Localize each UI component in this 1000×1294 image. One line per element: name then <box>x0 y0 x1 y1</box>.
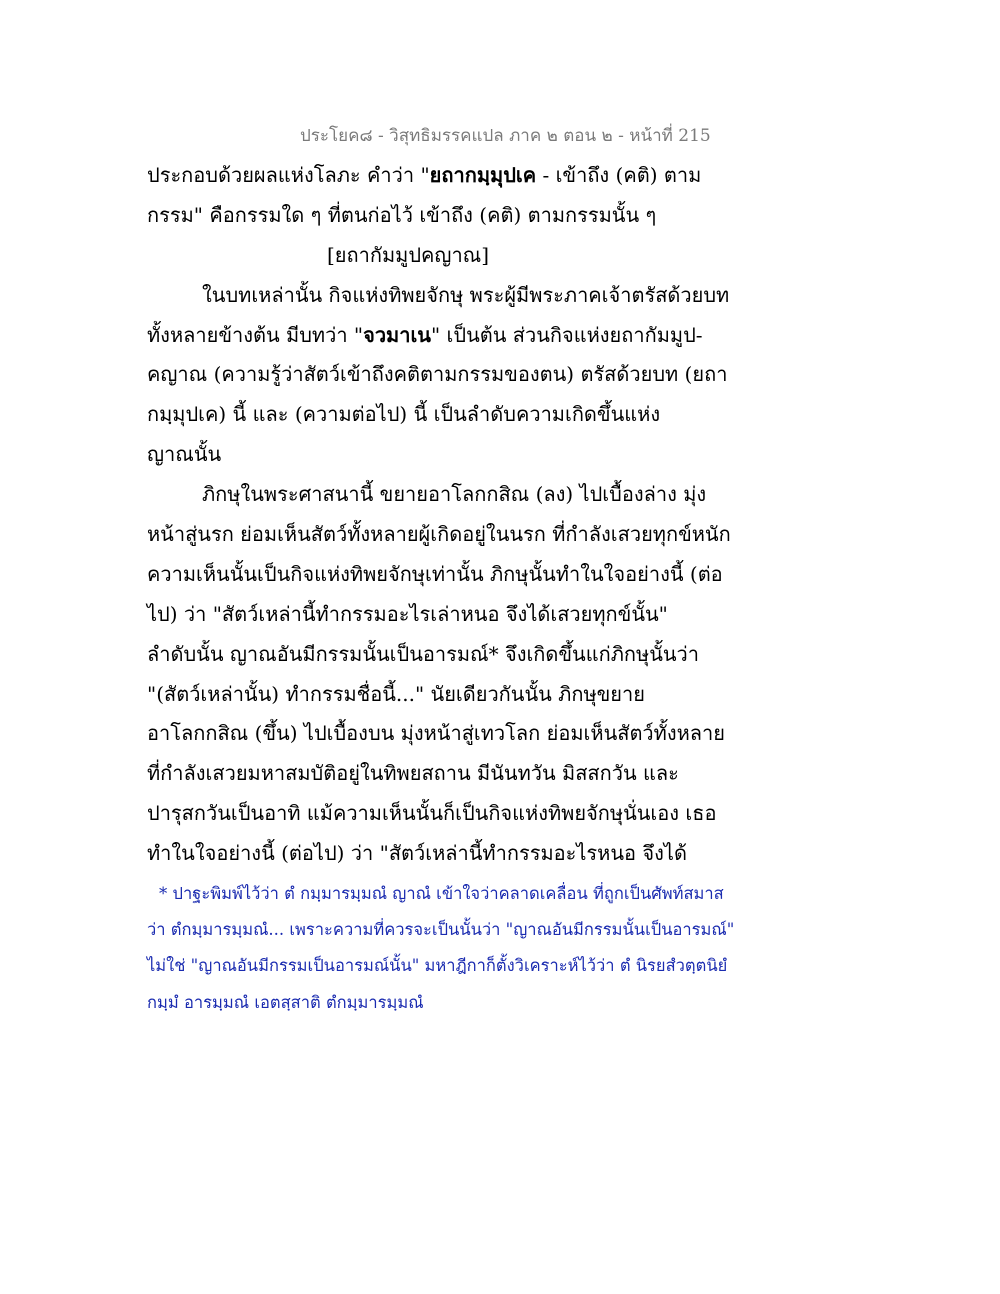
footnote-line: * ปาฐะพิมพ์ไว้ว่า ตํ กมฺมารมฺมณํ ญาณํ เข้าใจว่าคลาดเคลื่อน ที่ถูกเป็นศัพท์สมาส <box>159 884 724 903</box>
text-line: หน้าสู่นรก ย่อมเห็นสัตว์ทั้งหลายผู้เกิดอยู่ในนรก ที่กำลังเสวยทุกข์หนัก <box>147 522 731 547</box>
bold-term: จวมาเน <box>363 322 431 347</box>
text-line: "(สัตว์เหล่านั้น) ทำกรรมชื่อนี้..." นัยเดียวกันนั้น ภิกษุขยาย <box>147 681 645 706</box>
text-line: ทั้งหลายข้างต้น มีบทว่า "จวมาเน" เป็นต้น ส่วนกิจแห่งยถากัมมูป- <box>147 322 703 347</box>
text-line: ลำดับนั้น ญาณอันมีกรรมนั้นเป็นอารมณ์* จึงเกิดขึ้นแก่ภิกษุนั้นว่า <box>147 641 700 666</box>
text-line: อาโลกกสิณ (ขึ้น) ไปเบื้องบน มุ่งหน้าสู่เทวโลก ย่อมเห็นสัตว์ทั้งหลาย <box>147 721 725 746</box>
footnote-line: ไม่ใช่ "ญาณอันมีกรรมเป็นอารมณ์นั้น" มหาฎีกาก็ตั้งวิเคราะห์ไว้ว่า ตํ นิรยสํวตฺตนิยํ <box>147 956 728 976</box>
text-line: ปารุสกวันเป็นอาทิ แม้ความเห็นนั้นก็เป็นกิจแห่งทิพยจักษุนั่นเอง เธอ <box>147 801 717 826</box>
text-line: ญาณนั้น <box>147 442 222 467</box>
footnote-line: ว่า ตํกมฺมารมฺมณํ... เพราะความที่ควรจะเป็นนั้นว่า "ญาณอันมีกรรมนั้นเป็นอารมณ์" <box>147 920 735 940</box>
footnote-line: กมฺมํ อารมฺมณํ เอตสฺสาติ ตํกมฺมารมฺมณํ <box>147 992 424 1012</box>
text-line: ที่กำลังเสวยมหาสมบัติอยู่ในทิพยสถาน มีนันทวัน มิสสกวัน และ <box>147 761 679 786</box>
main-text <box>147 156 887 874</box>
text-line: ในบทเหล่านั้น กิจแห่งทิพยจักษุ พระผู้มีพระภาคเจ้าตรัสด้วยบท <box>202 282 730 307</box>
text-line: ประกอบด้วยผลแห่งโลภะ คำว่า "ยถากมฺมุปเค - เข้าถึง (คติ) ตาม <box>147 163 702 187</box>
text-line: ภิกษุในพระศาสนานี้ ขยายอาโลกกสิณ (ลง) ไปเบื้องล่าง มุ่ง <box>202 482 707 507</box>
running-header: ประโยค๘ - วิสุทธิมรรคแปล ภาค ๒ ตอน ๒ - หน้าที่ 215 <box>300 126 711 146</box>
text-line: คญาณ (ความรู้ว่าสัตว์เข้าถึงคติตามกรรมของตน) ตรัสด้วยบท (ยถา <box>147 362 728 387</box>
text-line: ทำในใจอย่างนี้ (ต่อไป) ว่า "สัตว์เหล่านี้ทำกรรมอะไรหนอ จึงได้ <box>147 841 687 866</box>
bold-term: ยถากมฺมุปเค <box>429 163 537 187</box>
text-line: กรรม" คือกรรมใด ๆ ที่ตนก่อไว้ เข้าถึง (คติ) ตามกรรมนั้น ๆ <box>147 202 657 227</box>
footnote <box>147 876 887 1021</box>
text-line: ไป) ว่า "สัตว์เหล่านี้ทำกรรมอะไรเล่าหนอ จึงได้เสวยทุกข์นั้น" <box>147 601 668 626</box>
text-line: กมฺมุปเค) นี้ และ (ความต่อไป) นี้ เป็นลำดับความเกิดขึ้นแห่ง <box>147 402 661 427</box>
text-line: ความเห็นนั้นเป็นกิจแห่งทิพยจักษุเท่านั้น ภิกษุนั้นทำในใจอย่างนี้ (ต่อ <box>147 561 723 586</box>
section-heading: [ยถากัมมูปคญาณ] <box>327 242 490 267</box>
